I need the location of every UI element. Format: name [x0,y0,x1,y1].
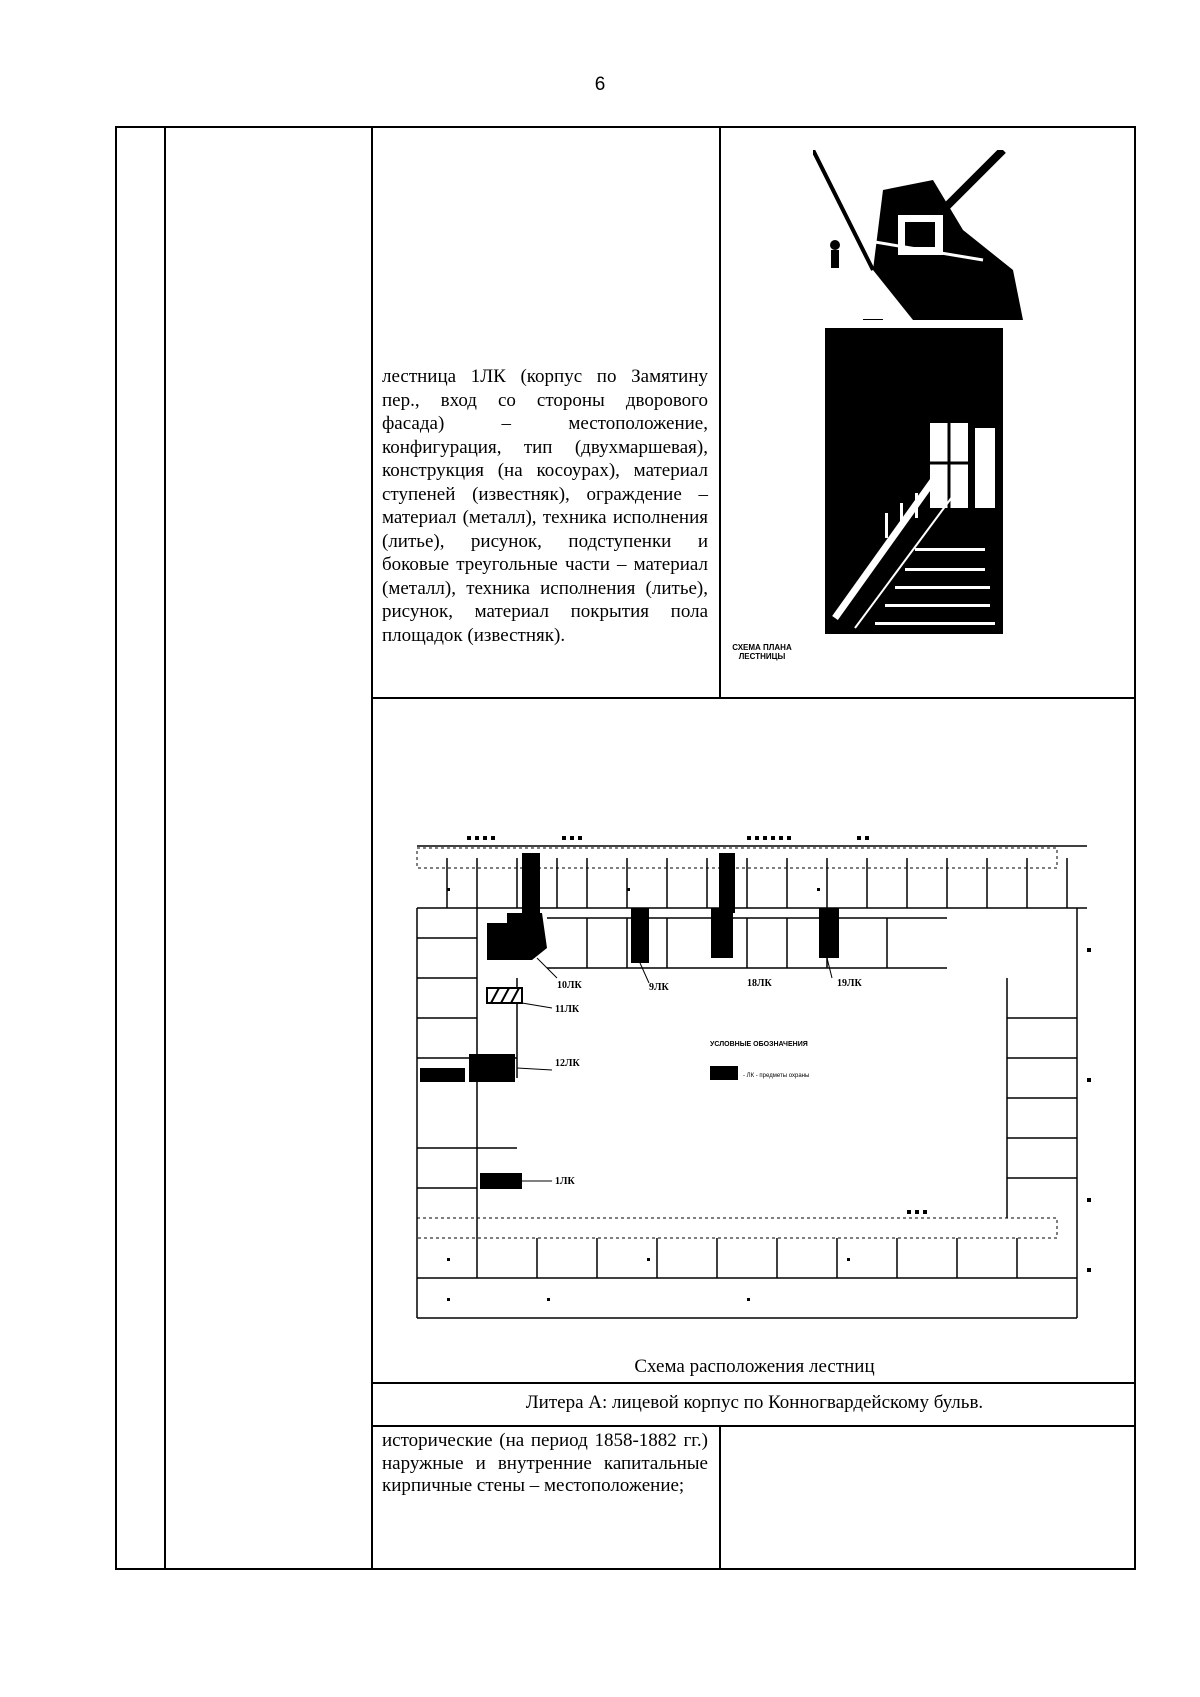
label-1lk: 1ЛК [555,1176,575,1187]
stair-block-9lk [631,908,649,963]
stair-block-10lk-b [487,913,547,960]
col-divider-2 [371,128,373,1568]
col-divider-1 [164,128,166,1568]
plan-title-line1: СХЕМА ПЛАНА [732,643,792,652]
label-9lk: 9ЛК [649,982,669,993]
plan-caption: Схема расположения лестниц [634,1356,875,1377]
stair-block-19lk [819,908,839,958]
legend-swatch [710,1066,738,1080]
stair-block-18lk-a [719,853,735,913]
col-divider-3b [719,1427,721,1568]
plan-title-line2: ЛЕСТНИЦЫ [738,652,786,661]
legend-item: - ЛК - предметы охраны [743,1073,810,1079]
label-10lk: 10ЛК [557,980,582,991]
page-number: 6 [594,74,606,95]
stair-block-10lk-a [522,853,540,913]
stair-photo-top [813,150,1023,320]
document-table [115,126,1136,1570]
stair-photo-bottom [825,328,1003,634]
stairs-plan-drawing [387,698,1117,1368]
row-divider-2 [371,1382,1136,1384]
label-19lk: 19ЛК [837,978,862,989]
col-divider-3 [719,128,721,699]
stair-1lk-description: лестница 1ЛК (корпус по Замятину пер., вход со стороны дворового фасада) – местоположение, конфигурация, тип (двухмаршевая), конструкция (на косоурах), материал ступеней (известняк), ограждение – материал (металл), техника исполнения (литье), рисунок, подступенки и боковые треугольные части – материал (металл), техника исполнения (литье), рисунок, материал покрытия пола площадок (известняк). [382,366,708,646]
label-12lk: 12ЛК [555,1058,580,1069]
stair-block-12lk-a [420,1068,465,1082]
stairs-plan-title [687,643,837,661]
label-11lk: 11ЛК [555,1004,580,1015]
stair-block-18lk-b [711,908,733,958]
stair-block-12lk-b [469,1054,515,1082]
row-divider-3 [371,1425,1136,1427]
section-header: Литера А: лицевой корпус по Конногвардейскому бульв. [525,1392,984,1413]
legend-title: УСЛОВНЫЕ ОБОЗНАЧЕНИЯ [710,1041,808,1048]
label-18lk: 18ЛК [747,978,772,989]
stair-block-1lk [480,1173,522,1189]
walls-description: исторические (на период 1858-1882 гг.) наружные и внутренние капитальные кирпичные стены – местоположение; [382,1430,708,1496]
stairs-plan [387,698,1117,1368]
